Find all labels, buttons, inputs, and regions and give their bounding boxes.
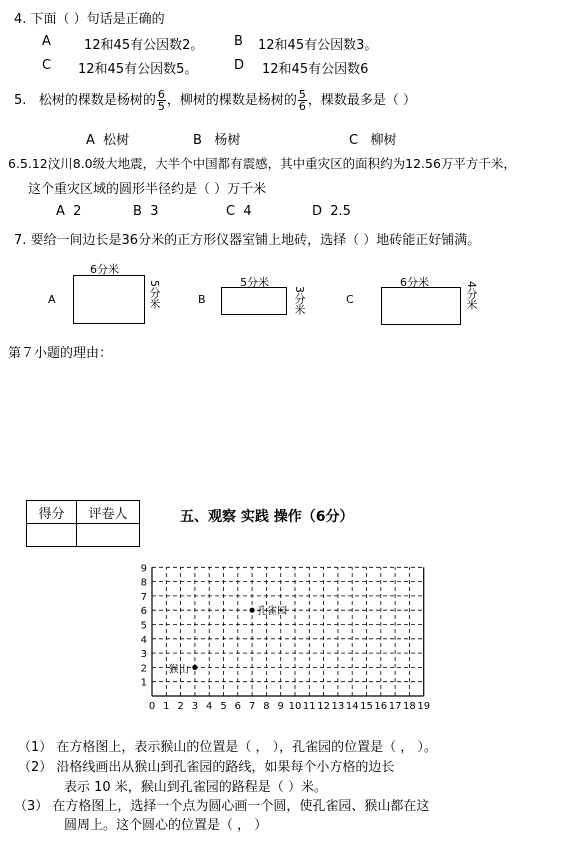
tile-b-width-label: 5分米 [240, 276, 269, 289]
y-tick-label: 8 [140, 577, 147, 589]
q6-line-2: 这个重灾区域的圆形半径约是（ ）万千米 [28, 182, 267, 197]
s5-q3-line-1: （3） 在方格图上，选择一个点为圆心画一个圆，使孔雀园、猴山都在这 [14, 799, 430, 814]
option-letter: A [86, 133, 95, 148]
q5-number: 5. [14, 93, 27, 108]
fraction-numerator: 6 [157, 88, 165, 101]
q4-option-a: 12和45有公因数2。 [84, 38, 204, 53]
x-tick-label: 12 [317, 701, 330, 712]
tile-b-height-label: 3分米 [293, 286, 306, 315]
score-cell[interactable] [27, 524, 77, 547]
y-tick-label: 3 [140, 649, 147, 661]
tile-b-rectangle [221, 287, 287, 315]
x-tick-label: 5 [220, 701, 227, 712]
x-tick-label: 14 [345, 701, 359, 712]
option-text: 3 [150, 204, 159, 219]
q4-option-d-letter: D [234, 58, 245, 73]
option-text: 2.5 [330, 204, 351, 219]
x-tick-label: 10 [288, 701, 302, 712]
option-text: 4 [243, 204, 252, 219]
tile-a-letter: A [48, 293, 56, 306]
q6-option-b [133, 204, 158, 219]
option-text: 2 [73, 204, 82, 219]
fraction-five-sixths [298, 89, 307, 112]
q4-option-d: 12和45有公因数6 [262, 62, 369, 77]
y-tick-label: 5 [140, 620, 147, 632]
q4-option-a-letter: A [42, 34, 51, 49]
s5-q1: （1） 在方格图上，表示猴山的位置是（ ， ），孔雀园的位置是（ ， ）。 [18, 740, 437, 755]
option-letter: B [133, 204, 142, 219]
score-header: 得分 [27, 501, 77, 524]
q4-stem: 4. 下面（ ）句话是正确的 [14, 12, 165, 27]
option-text: 杨树 [214, 133, 241, 148]
y-tick-label: 4 [140, 634, 147, 646]
q7-reason-label: 第７小题的理由： [8, 346, 113, 361]
peacock-garden-point [250, 608, 255, 613]
x-tick-label: 18 [403, 701, 416, 712]
tile-b-letter: B [198, 293, 206, 306]
fraction-six-fifths [157, 89, 166, 112]
s5-q2-line-2: 表示 10 米，猴山到孔雀园的路程是（ ）米。 [64, 780, 327, 795]
q5-stem [14, 88, 416, 114]
q6-option-d [312, 204, 351, 219]
peacock-garden-label: 孔雀园 [257, 606, 288, 618]
option-letter: C [349, 133, 359, 148]
section-5-title: 五、观察 实践 操作（6分） [180, 509, 354, 525]
tile-c-height-label: 4分米 [465, 281, 478, 310]
x-tick-label: 7 [248, 701, 256, 712]
q6-option-c [226, 204, 252, 219]
x-tick-label: 6 [234, 701, 241, 712]
q5-text-2: ，柳树的棵数是杨树的 [166, 93, 297, 108]
q5-option-c [349, 129, 397, 148]
x-tick-label: 19 [417, 701, 431, 712]
monkey-hill-label: 猴山 [168, 664, 189, 676]
y-tick-label: 7 [140, 591, 147, 603]
q7-stem: 7. 要给一间边长是36分米的正方形仪器室铺上地砖，选择（ ）地砖能正好铺满。 [14, 233, 481, 248]
q5-option-a [86, 129, 129, 148]
tile-a-width-label: 6分米 [90, 263, 119, 276]
q5-text-3: ，棵数最多是（ ） [307, 93, 416, 108]
fraction-denominator: 5 [157, 100, 165, 113]
option-letter: D [312, 204, 323, 219]
x-tick-label: 17 [388, 701, 402, 712]
q4-option-c: 12和45有公因数5。 [78, 62, 198, 77]
x-tick-label: 3 [191, 701, 199, 712]
q4-option-c-letter: C [42, 58, 52, 73]
coordinate-grid [138, 562, 468, 714]
option-text: 柳树 [370, 133, 397, 148]
x-tick-label: 4 [206, 701, 213, 712]
tile-c-width-label: 6分米 [400, 276, 429, 289]
x-tick-label: 15 [360, 701, 373, 712]
grader-cell[interactable] [77, 524, 140, 547]
x-tick-label: 8 [263, 701, 270, 712]
y-tick-label: 1 [140, 677, 147, 689]
score-table [26, 500, 140, 547]
option-text: 松树 [103, 133, 130, 148]
x-tick-label: 11 [302, 701, 316, 712]
option-letter: C [226, 204, 236, 219]
x-tick-label: 0 [148, 701, 156, 712]
option-letter: B [193, 133, 202, 148]
tile-a-rectangle [73, 275, 145, 324]
fraction-numerator: 5 [298, 88, 306, 101]
fraction-denominator: 6 [298, 100, 306, 113]
tile-c-letter: C [346, 293, 354, 306]
x-tick-label: 13 [331, 701, 345, 712]
q6-option-a [56, 204, 81, 219]
s5-q2-line-1: （2） 沿格线画出从猴山到孔雀园的路线，如果每个小方格的边长 [18, 760, 395, 775]
x-tick-label: 2 [177, 701, 184, 712]
monkey-hill-point [192, 665, 197, 670]
q6-line-1: 6.5.12汶川8.0级大地震，大半个中国都有震感，其中重灾区的面积约为12.56万平方千米， [8, 156, 516, 171]
y-tick-label: 9 [140, 563, 147, 575]
y-tick-label: 2 [140, 663, 147, 675]
q5-text-1: 松树的棵数是杨树的 [38, 93, 156, 108]
q5-option-b [193, 129, 240, 148]
x-tick-label: 9 [277, 701, 284, 712]
grader-header: 评卷人 [77, 501, 140, 524]
q4-option-b: 12和45有公因数3。 [258, 38, 378, 53]
y-tick-label: 6 [140, 606, 147, 618]
x-tick-label: 1 [163, 701, 170, 712]
s5-q3-line-2: 圆周上。这个圆心的位置是（ ， ） [64, 818, 268, 833]
option-letter: A [56, 204, 65, 219]
tile-c-rectangle [381, 287, 461, 325]
x-tick-label: 16 [374, 701, 388, 712]
tile-a-height-label: 5分米 [148, 280, 161, 309]
q4-option-b-letter: B [234, 34, 243, 49]
